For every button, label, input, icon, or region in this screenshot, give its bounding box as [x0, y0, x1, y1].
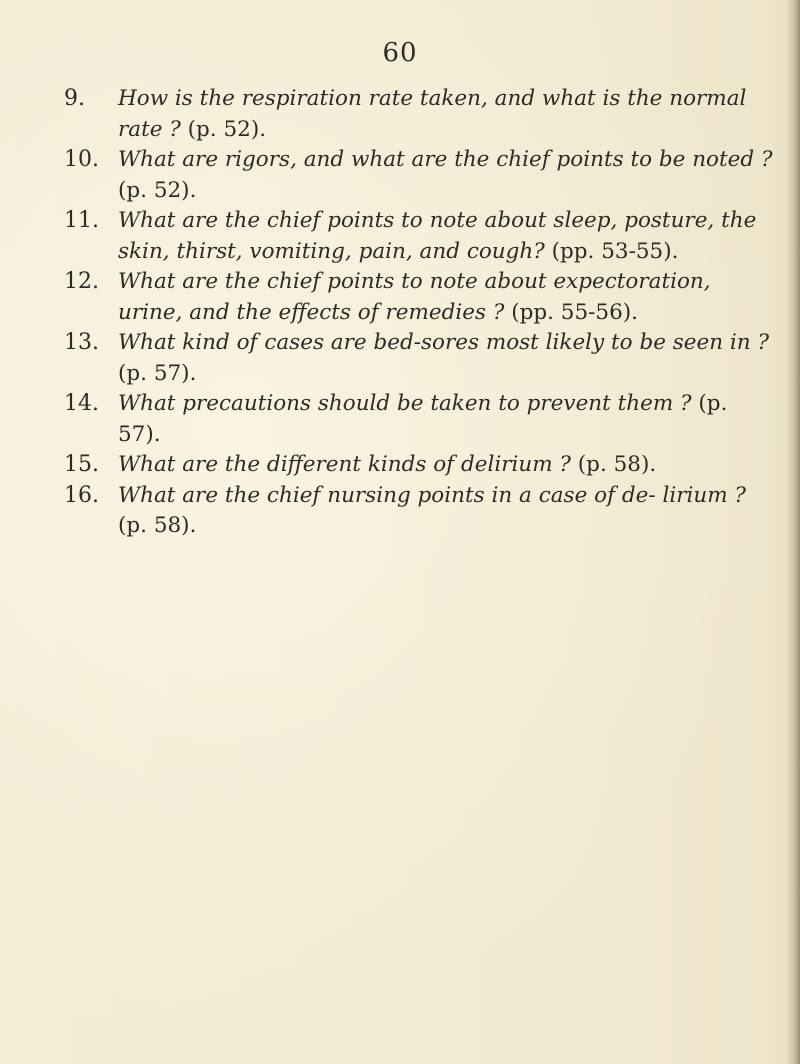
list-item: [64, 145, 774, 206]
question-text: What are the chief points to note about expectoration, urine, and the effects of remedies ?: [118, 269, 711, 325]
question-number: 9.: [64, 86, 85, 111]
page-reference: (p. 52).: [187, 116, 267, 142]
question-number: 13.: [64, 330, 99, 355]
question-text: What precautions should be taken to prevent them ?: [118, 391, 699, 416]
list-item: [64, 481, 774, 542]
page-number: 60: [382, 38, 418, 68]
page-reference: (p. 57).: [118, 391, 728, 447]
list-item: [64, 84, 774, 145]
question-number: 16.: [64, 482, 99, 508]
question-text: What are the chief points to note about sleep, posture, the skin, thirst, vomiting, pain, and cough?: [118, 208, 757, 264]
question-number: 14.: [64, 391, 99, 416]
list-item: [64, 389, 774, 450]
question-text: What are the chief nursing points in a case of de- lirium ?: [118, 482, 746, 508]
list-item: [64, 267, 774, 328]
question-number: 12.: [64, 269, 99, 294]
question-number: 10.: [64, 147, 99, 172]
page-reference: (pp. 55-56).: [511, 299, 639, 325]
question-number: 11.: [64, 208, 99, 233]
question-text: What are rigors, and what are the chief points to be noted ?: [118, 147, 773, 172]
page-reference: (p. 52).: [118, 177, 197, 203]
page-reference: (pp. 53-55).: [551, 238, 679, 264]
list-item: [64, 450, 774, 481]
page-reference: (p. 57).: [118, 360, 197, 386]
page-reference: (p. 58).: [118, 513, 197, 538]
list-item: [64, 328, 774, 389]
question-text: What kind of cases are bed-sores most likely to be seen in ?: [118, 330, 770, 355]
question-text: What are the different kinds of delirium ?: [118, 452, 578, 477]
page-edge-shadow: [786, 0, 800, 1064]
list-item: [64, 206, 774, 267]
page-reference: (p. 58).: [577, 452, 657, 477]
question-text: How is the respiration rate taken, and what is the normal rate ?: [118, 86, 747, 142]
question-number: 15.: [64, 452, 99, 477]
question-list: [64, 84, 774, 542]
